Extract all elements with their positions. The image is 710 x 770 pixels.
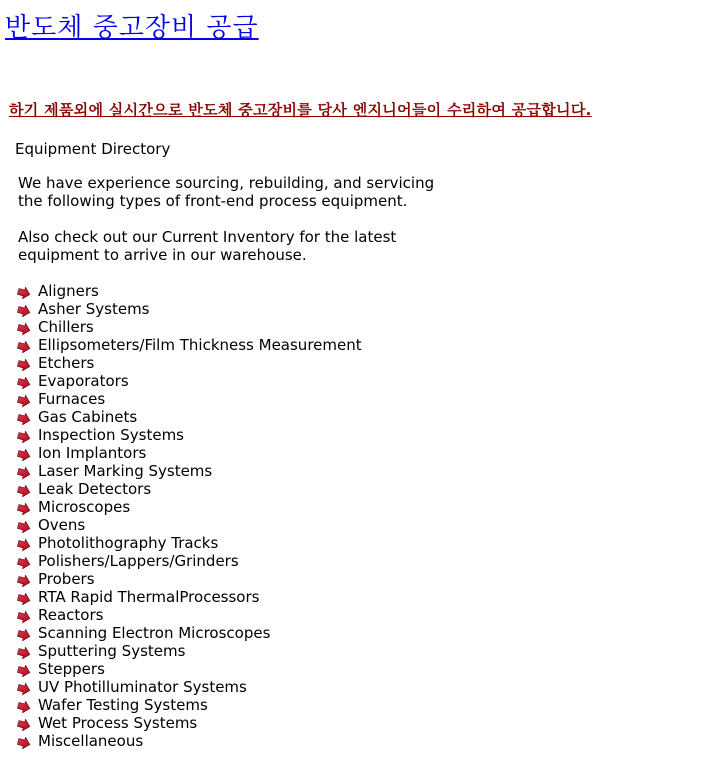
list-item bbox=[17, 660, 362, 678]
equipment-label: Ellipsometers/Film Thickness Measurement bbox=[38, 336, 362, 354]
equipment-label: Chillers bbox=[38, 318, 94, 336]
list-item bbox=[17, 300, 362, 318]
list-item bbox=[17, 336, 362, 354]
red-arrow-bullet-icon bbox=[17, 465, 31, 477]
page-title-link[interactable]: 반도체 중고장비 공급 bbox=[5, 13, 259, 43]
red-arrow-bullet-icon bbox=[17, 627, 31, 639]
inventory-line-2: equipment to arrive in our warehouse. bbox=[18, 246, 307, 264]
list-item bbox=[17, 498, 362, 516]
list-item bbox=[17, 462, 362, 480]
red-arrow-bullet-icon bbox=[17, 447, 31, 459]
red-arrow-bullet-icon bbox=[17, 357, 31, 369]
list-item bbox=[17, 318, 362, 336]
red-arrow-bullet-icon bbox=[17, 555, 31, 567]
red-arrow-bullet-icon bbox=[17, 699, 31, 711]
list-item bbox=[17, 642, 362, 660]
red-arrow-bullet-icon bbox=[17, 321, 31, 333]
red-arrow-bullet-icon bbox=[17, 411, 31, 423]
red-arrow-bullet-icon bbox=[17, 393, 31, 405]
equipment-label: Evaporators bbox=[38, 372, 129, 390]
equipment-label: Inspection Systems bbox=[38, 426, 184, 444]
directory-heading: Equipment Directory bbox=[15, 140, 171, 158]
list-item bbox=[17, 480, 362, 498]
list-item bbox=[17, 714, 362, 732]
list-item bbox=[17, 534, 362, 552]
intro-text bbox=[18, 174, 458, 264]
list-item bbox=[17, 390, 362, 408]
red-arrow-bullet-icon bbox=[17, 591, 31, 603]
equipment-label: Miscellaneous bbox=[38, 732, 144, 750]
equipment-label: Laser Marking Systems bbox=[38, 462, 213, 480]
red-arrow-bullet-icon bbox=[17, 645, 31, 657]
intro-line-2: the following types of front-end process equipment. bbox=[18, 192, 408, 210]
equipment-label: Furnaces bbox=[38, 390, 106, 408]
list-item bbox=[17, 354, 362, 372]
list-item bbox=[17, 624, 362, 642]
equipment-label: Ion Implantors bbox=[38, 444, 147, 462]
list-item bbox=[17, 426, 362, 444]
list-item bbox=[17, 570, 362, 588]
equipment-label: Scanning Electron Microscopes bbox=[38, 624, 271, 642]
equipment-list bbox=[17, 282, 362, 750]
equipment-label: Microscopes bbox=[38, 498, 131, 516]
list-item bbox=[17, 282, 362, 300]
red-arrow-bullet-icon bbox=[17, 339, 31, 351]
equipment-label: Asher Systems bbox=[38, 300, 150, 318]
red-arrow-bullet-icon bbox=[17, 609, 31, 621]
equipment-label: Wet Process Systems bbox=[38, 714, 198, 732]
red-arrow-bullet-icon bbox=[17, 681, 31, 693]
list-item bbox=[17, 408, 362, 426]
red-arrow-bullet-icon bbox=[17, 429, 31, 441]
list-item bbox=[17, 444, 362, 462]
red-arrow-bullet-icon bbox=[17, 573, 31, 585]
red-arrow-bullet-icon bbox=[17, 303, 31, 315]
red-arrow-bullet-icon bbox=[17, 663, 31, 675]
equipment-label: RTA Rapid ThermalProcessors bbox=[38, 588, 260, 606]
notice-banner: 하기 제품외에 실시간으로 반도체 중고장비를 당사 엔지니어들이 수리하여 공급합니다. bbox=[9, 101, 592, 119]
intro-line-1: We have experience sourcing, rebuilding, and servicing bbox=[18, 174, 435, 192]
inventory-line-1: Also check out our Current Inventory for the latest bbox=[18, 228, 397, 246]
list-item bbox=[17, 606, 362, 624]
equipment-label: Wafer Testing Systems bbox=[38, 696, 208, 714]
equipment-label: Gas Cabinets bbox=[38, 408, 138, 426]
list-item bbox=[17, 732, 362, 750]
equipment-label: Reactors bbox=[38, 606, 104, 624]
list-item bbox=[17, 552, 362, 570]
equipment-label: Steppers bbox=[38, 660, 105, 678]
list-item bbox=[17, 678, 362, 696]
red-arrow-bullet-icon bbox=[17, 519, 31, 531]
list-item bbox=[17, 588, 362, 606]
intro-paragraph bbox=[18, 174, 458, 210]
list-item bbox=[17, 516, 362, 534]
red-arrow-bullet-icon bbox=[17, 285, 31, 297]
equipment-label: Etchers bbox=[38, 354, 95, 372]
list-item bbox=[17, 696, 362, 714]
inventory-paragraph bbox=[18, 228, 458, 264]
equipment-label: Probers bbox=[38, 570, 95, 588]
equipment-label: Ovens bbox=[38, 516, 86, 534]
red-arrow-bullet-icon bbox=[17, 375, 31, 387]
red-arrow-bullet-icon bbox=[17, 537, 31, 549]
equipment-label: Sputtering Systems bbox=[38, 642, 186, 660]
list-item bbox=[17, 372, 362, 390]
red-arrow-bullet-icon bbox=[17, 501, 31, 513]
red-arrow-bullet-icon bbox=[17, 483, 31, 495]
red-arrow-bullet-icon bbox=[17, 717, 31, 729]
red-arrow-bullet-icon bbox=[17, 735, 31, 747]
equipment-label: Aligners bbox=[38, 282, 99, 300]
equipment-label: UV Photilluminator Systems bbox=[38, 678, 247, 696]
equipment-label: Polishers/Lappers/Grinders bbox=[38, 552, 239, 570]
equipment-label: Photolithography Tracks bbox=[38, 534, 219, 552]
equipment-label: Leak Detectors bbox=[38, 480, 152, 498]
